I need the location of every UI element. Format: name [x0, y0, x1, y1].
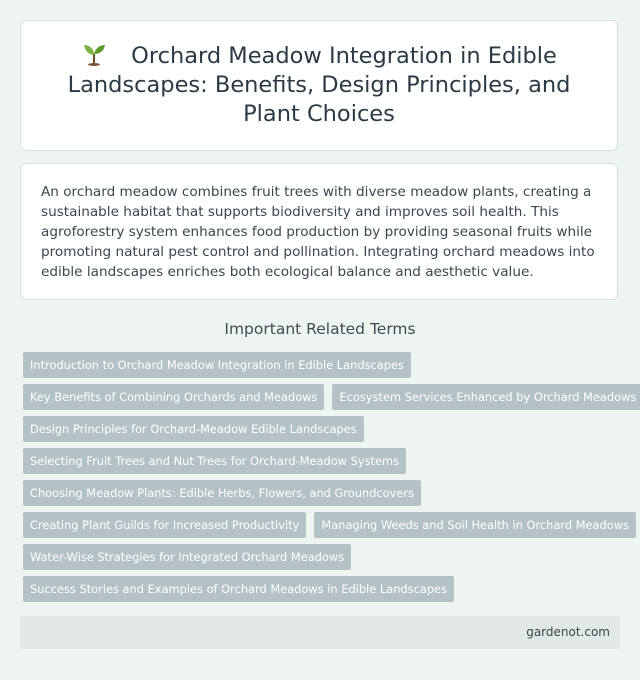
- related-terms-heading: Important Related Terms: [224, 320, 416, 338]
- term-tag[interactable]: Managing Weeds and Soil Health in Orchard Meadows: [314, 512, 636, 538]
- intro-card: [20, 163, 618, 300]
- title-card: [20, 20, 618, 151]
- term-tag[interactable]: Water-Wise Strategies for Integrated Orchard Meadows: [23, 544, 351, 570]
- intro-paragraph: An orchard meadow combines fruit trees with diverse meadow plants, creating a sustainable habitat that supports biodiversity and improves soil health. This agroforestry system enhances food production by providing seasonal fruits while promoting natural pest control and pollination. Integrating orchard meadows into edible landscapes enriches both ecological balance and aesthetic value.: [41, 184, 595, 280]
- term-tag[interactable]: Ecosystem Services Enhanced by Orchard Meadows: [332, 384, 640, 410]
- term-tag[interactable]: Selecting Fruit Trees and Nut Trees for Orchard-Meadow Systems: [23, 448, 406, 474]
- term-tag[interactable]: Choosing Meadow Plants: Edible Herbs, Flowers, and Groundcovers: [23, 480, 421, 506]
- term-tag[interactable]: Key Benefits of Combining Orchards and Meadows: [23, 384, 324, 410]
- sprout-icon: [81, 42, 107, 66]
- term-tag[interactable]: Success Stories and Examples of Orchard Meadows in Edible Landscapes: [23, 576, 454, 602]
- page-title-text: Orchard Meadow Integration in Edible Landscapes: Benefits, Design Principles, and Plant Choices: [67, 43, 571, 127]
- footer: [20, 616, 620, 649]
- footer-site-link[interactable]: gardenot.com: [526, 625, 610, 639]
- term-tag[interactable]: Creating Plant Guilds for Increased Productivity: [23, 512, 306, 538]
- term-tag[interactable]: Design Principles for Orchard-Meadow Edible Landscapes: [23, 416, 364, 442]
- page-title: [45, 42, 593, 129]
- term-tag[interactable]: Introduction to Orchard Meadow Integration in Edible Landscapes: [23, 352, 411, 378]
- related-terms-list: [23, 352, 637, 608]
